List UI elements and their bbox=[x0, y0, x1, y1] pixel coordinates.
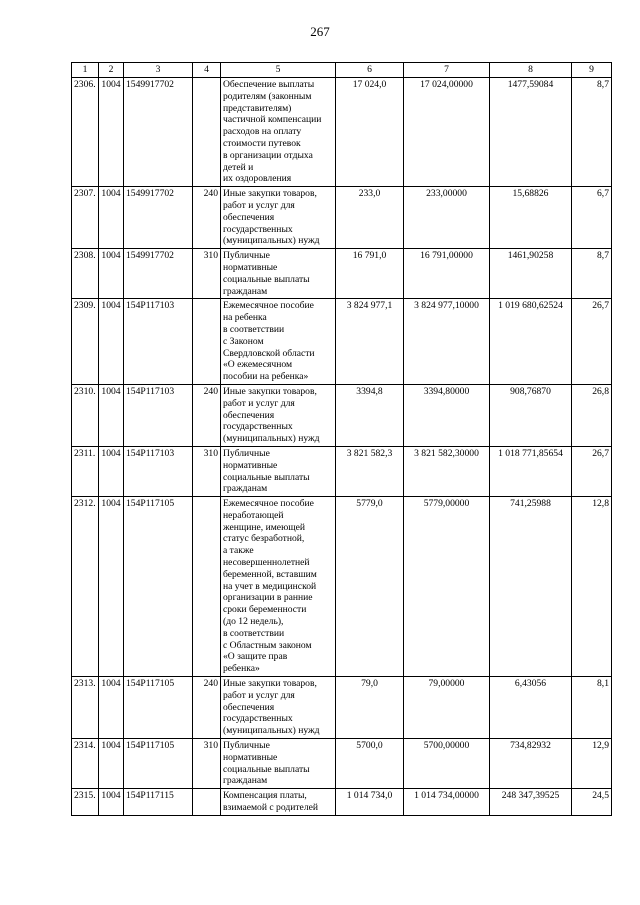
planned-amount-cell: 79,0 bbox=[336, 677, 404, 739]
description-cell bbox=[221, 677, 336, 739]
target-article-cell: 154Р117103 bbox=[124, 384, 193, 446]
description-cell bbox=[221, 739, 336, 789]
page-number: 267 bbox=[310, 24, 330, 39]
expense-type-cell bbox=[193, 497, 221, 677]
description-line: Публичные bbox=[223, 740, 270, 752]
row-number-cell: 2314. bbox=[72, 739, 99, 789]
row-number-cell: 2313. bbox=[72, 677, 99, 739]
row-number-cell: 2308. bbox=[72, 249, 99, 299]
planned-amount-cell: 16 791,0 bbox=[336, 249, 404, 299]
description-line: государственных bbox=[223, 223, 293, 235]
section-code-cell: 1004 bbox=[99, 739, 124, 789]
percent-cell: 6,7 bbox=[572, 187, 612, 249]
header-cell: 2 bbox=[99, 63, 124, 78]
description-line: в соответствии bbox=[223, 627, 285, 639]
planned-amount-cell: 17 024,0 bbox=[336, 78, 404, 187]
description-line: частичной компенсации bbox=[223, 114, 322, 126]
approved-amount-cell: 79,00000 bbox=[404, 677, 490, 739]
description-line: «О ежемесячном bbox=[223, 359, 293, 371]
description-line: расходов на оплату bbox=[223, 126, 302, 138]
table-row bbox=[72, 78, 612, 187]
percent-cell: 24,5 bbox=[572, 789, 612, 816]
description-line: женщине, имеющей bbox=[223, 521, 306, 533]
description-line: обеспечения bbox=[223, 211, 275, 223]
row-number-cell: 2312. bbox=[72, 497, 99, 677]
section-code-cell: 1004 bbox=[99, 78, 124, 187]
description-line: гражданам bbox=[223, 483, 268, 495]
expense-type-cell bbox=[193, 299, 221, 385]
section-code-cell: 1004 bbox=[99, 446, 124, 496]
table-row bbox=[72, 446, 612, 496]
table-row bbox=[72, 497, 612, 677]
header-cell: 4 bbox=[193, 63, 221, 78]
description-line: нормативные bbox=[223, 459, 278, 471]
section-code-cell: 1004 bbox=[99, 249, 124, 299]
description-line: на ребенка bbox=[223, 312, 267, 324]
description-line: а также bbox=[223, 545, 254, 557]
description-line: Обеспечение выплаты bbox=[223, 79, 315, 90]
description-line: Публичные bbox=[223, 250, 270, 262]
description-line: беременной, вставшим bbox=[223, 568, 317, 580]
percent-cell: 26,8 bbox=[572, 384, 612, 446]
target-article-cell: 154Р117105 bbox=[124, 677, 193, 739]
description-line: социальные выплаты bbox=[223, 471, 310, 483]
table-row bbox=[72, 789, 612, 816]
row-number-cell: 2310. bbox=[72, 384, 99, 446]
approved-amount-cell: 3 824 977,10000 bbox=[404, 299, 490, 385]
expense-type-cell: 240 bbox=[193, 187, 221, 249]
section-code-cell: 1004 bbox=[99, 299, 124, 385]
description-line: обеспечения bbox=[223, 701, 275, 713]
executed-amount-cell: 1 019 680,62524 bbox=[490, 299, 572, 385]
description-line: обеспечения bbox=[223, 409, 275, 421]
header-cell: 6 bbox=[336, 63, 404, 78]
description-line: «О защите прав bbox=[223, 651, 288, 663]
description-line: сроки беременности bbox=[223, 604, 307, 616]
description-line: нормативные bbox=[223, 751, 278, 763]
header-cell: 3 bbox=[124, 63, 193, 78]
description-cell bbox=[221, 384, 336, 446]
description-line: Свердловской области bbox=[223, 347, 315, 359]
description-line: (муниципальных) нужд bbox=[223, 235, 320, 247]
section-code-cell: 1004 bbox=[99, 187, 124, 249]
header-cell: 1 bbox=[72, 63, 99, 78]
description-line: взимаемой с родителей bbox=[223, 802, 318, 814]
description-line: Иные закупки товаров, bbox=[223, 678, 317, 690]
table-row bbox=[72, 677, 612, 739]
description-cell bbox=[221, 78, 336, 187]
description-line: (до 12 недель), bbox=[223, 616, 284, 628]
row-number-cell: 2307. bbox=[72, 187, 99, 249]
description-line: гражданам bbox=[223, 775, 268, 787]
description-line: (муниципальных) нужд bbox=[223, 725, 320, 737]
description-line: в соответствии bbox=[223, 323, 285, 335]
target-article-cell: 154Р117103 bbox=[124, 299, 193, 385]
percent-cell: 26,7 bbox=[572, 299, 612, 385]
approved-amount-cell: 1 014 734,00000 bbox=[404, 789, 490, 816]
percent-cell: 12,9 bbox=[572, 739, 612, 789]
description-line: работ и услуг для bbox=[223, 199, 295, 211]
planned-amount-cell: 3 821 582,3 bbox=[336, 446, 404, 496]
description-line: пособии на ребенка» bbox=[223, 371, 309, 383]
description-line: неработающей bbox=[223, 509, 284, 521]
expense-type-cell bbox=[193, 789, 221, 816]
approved-amount-cell: 3394,80000 bbox=[404, 384, 490, 446]
approved-amount-cell: 233,00000 bbox=[404, 187, 490, 249]
expense-type-cell: 310 bbox=[193, 249, 221, 299]
row-number-cell: 2311. bbox=[72, 446, 99, 496]
approved-amount-cell: 17 024,00000 bbox=[404, 78, 490, 187]
header-cell: 5 bbox=[221, 63, 336, 78]
description-line: с Законом bbox=[223, 335, 264, 347]
table-row bbox=[72, 187, 612, 249]
description-line: Иные закупки товаров, bbox=[223, 385, 317, 397]
section-code-cell: 1004 bbox=[99, 789, 124, 816]
executed-amount-cell: 908,76870 bbox=[490, 384, 572, 446]
executed-amount-cell: 734,82932 bbox=[490, 739, 572, 789]
executed-amount-cell: 741,25988 bbox=[490, 497, 572, 677]
description-line: государственных bbox=[223, 421, 293, 433]
description-line: социальные выплаты bbox=[223, 273, 310, 285]
description-line: (муниципальных) нужд bbox=[223, 433, 320, 445]
executed-amount-cell: 1477,59084 bbox=[490, 78, 572, 187]
planned-amount-cell: 5700,0 bbox=[336, 739, 404, 789]
expense-type-cell: 310 bbox=[193, 739, 221, 789]
target-article-cell: 1549917702 bbox=[124, 187, 193, 249]
description-line: государственных bbox=[223, 713, 293, 725]
executed-amount-cell: 1 018 771,85654 bbox=[490, 446, 572, 496]
expense-type-cell: 310 bbox=[193, 446, 221, 496]
target-article-cell: 154Р117105 bbox=[124, 497, 193, 677]
row-number-cell: 2306. bbox=[72, 78, 99, 187]
percent-cell: 8,7 bbox=[572, 249, 612, 299]
row-number-cell: 2315. bbox=[72, 789, 99, 816]
percent-cell: 26,7 bbox=[572, 446, 612, 496]
executed-amount-cell: 1461,90258 bbox=[490, 249, 572, 299]
description-line: организации в ранние bbox=[223, 592, 313, 604]
percent-cell: 8,1 bbox=[572, 677, 612, 739]
description-line: родителям (законным bbox=[223, 90, 312, 102]
description-line: их оздоровления bbox=[223, 173, 292, 185]
description-line: стоимости путевок bbox=[223, 137, 301, 149]
target-article-cell: 1549917702 bbox=[124, 249, 193, 299]
percent-cell: 12,8 bbox=[572, 497, 612, 677]
description-line: гражданам bbox=[223, 285, 268, 297]
budget-table bbox=[71, 62, 612, 816]
description-line: несовершеннолетней bbox=[223, 557, 310, 569]
target-article-cell: 154Р117103 bbox=[124, 446, 193, 496]
description-line: на учет в медицинской bbox=[223, 580, 317, 592]
description-line: детей и bbox=[223, 161, 254, 173]
description-cell bbox=[221, 789, 336, 816]
planned-amount-cell: 3 824 977,1 bbox=[336, 299, 404, 385]
approved-amount-cell: 3 821 582,30000 bbox=[404, 446, 490, 496]
description-line: работ и услуг для bbox=[223, 689, 295, 701]
description-line: Публичные bbox=[223, 447, 270, 459]
approved-amount-cell: 5779,00000 bbox=[404, 497, 490, 677]
executed-amount-cell: 15,68826 bbox=[490, 187, 572, 249]
description-cell bbox=[221, 497, 336, 677]
planned-amount-cell: 233,0 bbox=[336, 187, 404, 249]
description-cell bbox=[221, 446, 336, 496]
row-number-cell: 2309. bbox=[72, 299, 99, 385]
planned-amount-cell: 5779,0 bbox=[336, 497, 404, 677]
header-cell: 7 bbox=[404, 63, 490, 78]
expense-type-cell: 240 bbox=[193, 677, 221, 739]
expense-type-cell: 240 bbox=[193, 384, 221, 446]
description-line: Ежемесячное пособие bbox=[223, 300, 314, 312]
target-article-cell: 154Р117105 bbox=[124, 739, 193, 789]
table-row bbox=[72, 384, 612, 446]
description-cell bbox=[221, 187, 336, 249]
target-article-cell: 154Р117115 bbox=[124, 789, 193, 816]
approved-amount-cell: 5700,00000 bbox=[404, 739, 490, 789]
table-row bbox=[72, 249, 612, 299]
description-line: статус безработной, bbox=[223, 533, 305, 545]
percent-cell: 8,7 bbox=[572, 78, 612, 187]
description-cell bbox=[221, 249, 336, 299]
table-row bbox=[72, 299, 612, 385]
table-body bbox=[72, 78, 612, 816]
description-line: в организации отдыха bbox=[223, 149, 313, 161]
section-code-cell: 1004 bbox=[99, 384, 124, 446]
expense-type-cell bbox=[193, 78, 221, 187]
executed-amount-cell: 6,43056 bbox=[490, 677, 572, 739]
description-line: социальные выплаты bbox=[223, 763, 310, 775]
description-line: работ и услуг для bbox=[223, 397, 295, 409]
header-row bbox=[72, 63, 612, 78]
executed-amount-cell: 248 347,39525 bbox=[490, 789, 572, 816]
planned-amount-cell: 1 014 734,0 bbox=[336, 789, 404, 816]
section-code-cell: 1004 bbox=[99, 677, 124, 739]
description-line: представителям) bbox=[223, 102, 292, 114]
description-line: Иные закупки товаров, bbox=[223, 188, 317, 200]
description-line: нормативные bbox=[223, 261, 278, 273]
description-cell bbox=[221, 299, 336, 385]
header-cell: 8 bbox=[490, 63, 572, 78]
description-line: Компенсация платы, bbox=[223, 790, 307, 802]
approved-amount-cell: 16 791,00000 bbox=[404, 249, 490, 299]
planned-amount-cell: 3394,8 bbox=[336, 384, 404, 446]
description-line: Ежемесячное пособие bbox=[223, 498, 314, 510]
header-cell: 9 bbox=[572, 63, 612, 78]
description-line: с Областным законом bbox=[223, 639, 312, 651]
description-line: ребенка» bbox=[223, 663, 260, 675]
section-code-cell: 1004 bbox=[99, 497, 124, 677]
target-article-cell: 1549917702 bbox=[124, 78, 193, 187]
table-row bbox=[72, 739, 612, 789]
